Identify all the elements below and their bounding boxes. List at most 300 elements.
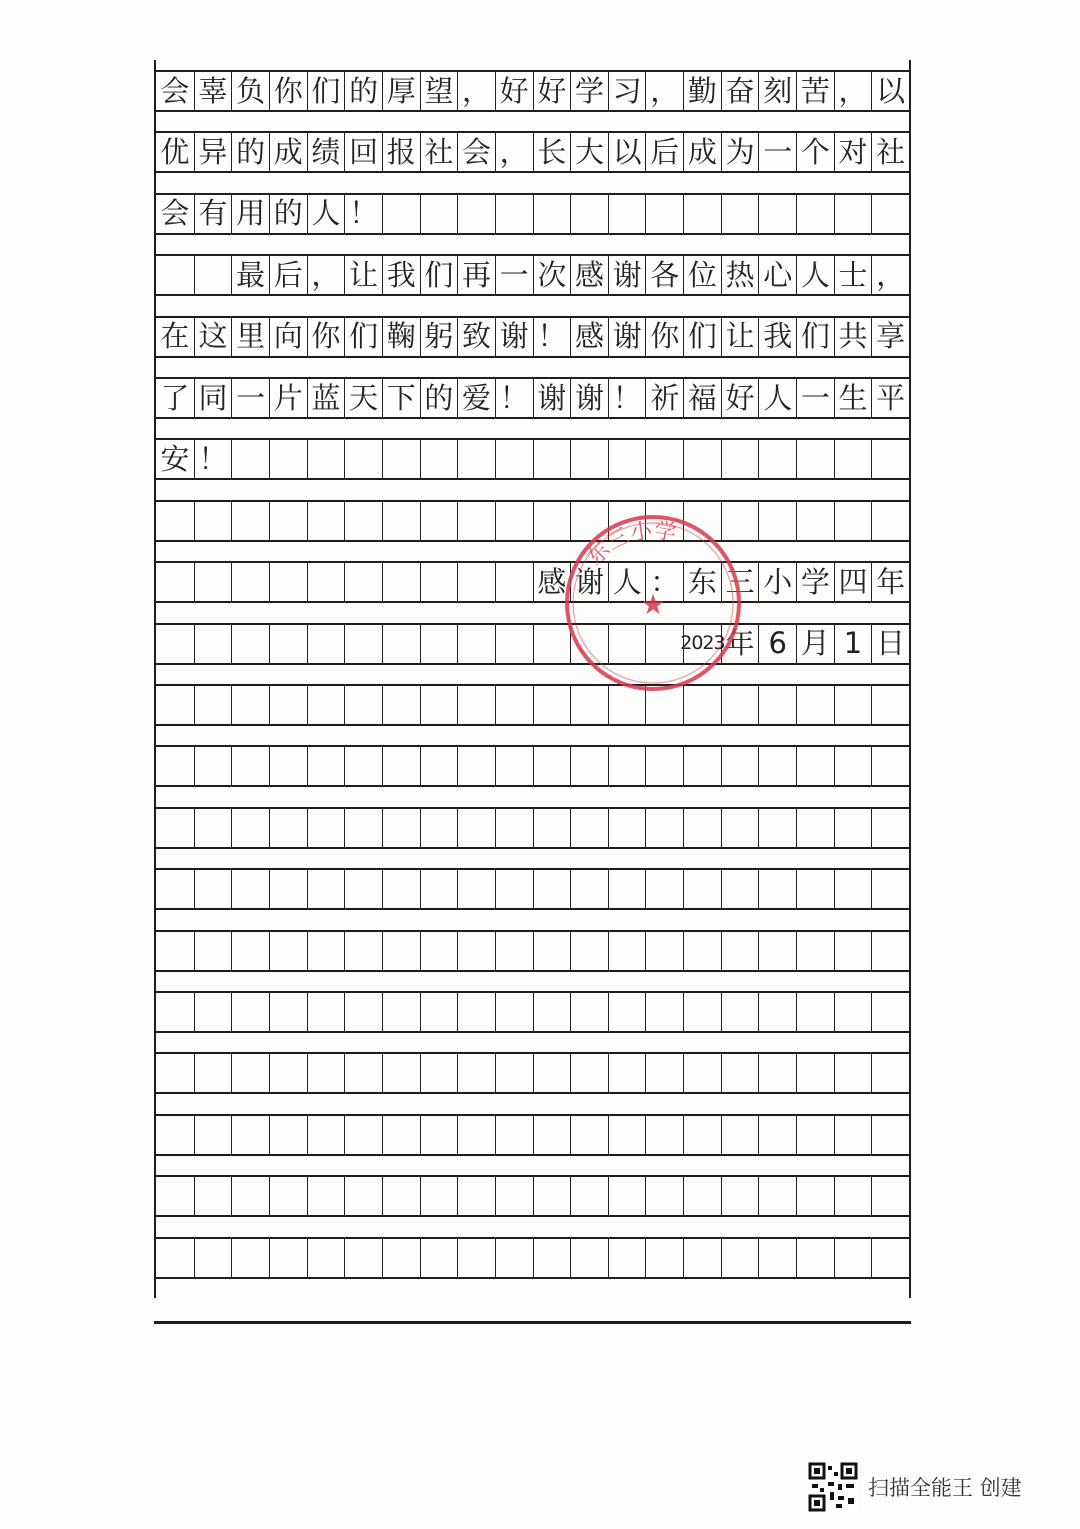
grid-cell: 让 (344, 256, 382, 294)
grid-cell: 的 (420, 379, 458, 417)
grid-cell (382, 440, 420, 478)
grid-cell (382, 625, 420, 663)
grid-cell (645, 993, 683, 1031)
grid-cell (495, 195, 533, 233)
grid-cell (570, 1054, 608, 1092)
grid-cell (457, 993, 495, 1031)
grid-cell: 感 (533, 563, 571, 601)
grid-cell (382, 686, 420, 724)
grid-cell (457, 1116, 495, 1154)
grid-cell (758, 686, 796, 724)
grid-cell (344, 932, 382, 970)
grid-cell (758, 1239, 796, 1277)
grid-cell (871, 747, 909, 785)
grid-cell: 负 (231, 72, 269, 110)
grid-cell (796, 993, 834, 1031)
grid-cell: ， (834, 72, 872, 110)
grid-cell (871, 1239, 909, 1277)
grid-cell: 后 (269, 256, 307, 294)
grid-cell (834, 993, 872, 1031)
grid-cell: ， (645, 72, 683, 110)
grid-cell: 成 (683, 133, 721, 171)
grid-row (156, 193, 909, 235)
grid-cell (457, 1177, 495, 1215)
grid-cell (533, 747, 571, 785)
grid-cell (645, 870, 683, 908)
grid-cell: 小 (758, 563, 796, 601)
grid-cell (683, 1116, 721, 1154)
grid-cell (871, 932, 909, 970)
grid-cell: 谢 (495, 318, 533, 356)
grid-cell: ！ (194, 440, 232, 478)
grid-cell: 向 (269, 318, 307, 356)
svg-text:★: ★ (640, 588, 666, 621)
grid-cell (495, 686, 533, 724)
grid-cell (194, 686, 232, 724)
grid-cell (683, 870, 721, 908)
grid-cell (156, 870, 194, 908)
grid-cell (382, 1177, 420, 1215)
grid-cell: 天 (344, 379, 382, 417)
grid-cell (796, 1177, 834, 1215)
grid-cell (645, 1239, 683, 1277)
grid-cell: 人 (307, 195, 345, 233)
grid-cell: ！ (495, 379, 533, 417)
grid-cell (307, 993, 345, 1031)
grid-cell (645, 195, 683, 233)
grid-cell (683, 993, 721, 1031)
grid-cell (231, 686, 269, 724)
grid-cell: 福 (683, 379, 721, 417)
grid-cell (194, 993, 232, 1031)
grid-cell: 我 (758, 318, 796, 356)
grid-cell: 感 (570, 256, 608, 294)
grid-cell: 平 (871, 379, 909, 417)
grid-cell: 苦 (796, 72, 834, 110)
grid-cell (194, 1239, 232, 1277)
grid-cell: ， (307, 256, 345, 294)
grid-cell: 年 (871, 563, 909, 601)
grid-cell: 们 (344, 318, 382, 356)
grid-cell (420, 1239, 458, 1277)
grid-cell (721, 1239, 759, 1277)
grid-cell (231, 1239, 269, 1277)
grid-cell (194, 1054, 232, 1092)
grid-cell (194, 502, 232, 540)
grid-cell (796, 1116, 834, 1154)
grid-cell: 的 (344, 72, 382, 110)
grid-cell: 了 (160, 380, 190, 415)
grid-cell: 望 (420, 72, 458, 110)
grid-cell (758, 747, 796, 785)
grid-cell: 躬 (420, 318, 458, 356)
grid-cell (269, 1116, 307, 1154)
grid-cell: ， (871, 256, 909, 294)
grid-cell (344, 502, 382, 540)
grid-cell: 三 (721, 563, 759, 601)
grid-cell (834, 195, 872, 233)
grid-cell: 6 (758, 625, 796, 663)
grid-cell (758, 993, 796, 1031)
grid-cell: 谢 (570, 563, 608, 601)
grid-cell (495, 932, 533, 970)
grid-cell (834, 1054, 872, 1092)
grid-cell: 异 (194, 133, 232, 171)
grid-cell (156, 809, 194, 847)
grid-cell (156, 625, 194, 663)
grid-cell (533, 993, 571, 1031)
grid-cell (758, 1054, 796, 1092)
grid-cell (269, 870, 307, 908)
grid-cell (344, 1177, 382, 1215)
grid-cell (420, 502, 458, 540)
grid-cell: 最 (231, 256, 269, 294)
grid-cell (307, 870, 345, 908)
grid-cell: 会 (457, 133, 495, 171)
grid-cell: 片 (269, 379, 307, 417)
grid-cell (645, 1177, 683, 1215)
grid-cell (344, 1116, 382, 1154)
grid-cell: 会 (160, 73, 190, 108)
grid-cell: 热 (721, 256, 759, 294)
grid-cell (721, 993, 759, 1031)
grid-cell (269, 440, 307, 478)
grid-cell (231, 809, 269, 847)
grid-cell: 日 (871, 625, 909, 663)
grid-cell: 这 (194, 318, 232, 356)
grid-cell (645, 440, 683, 478)
grid-cell: 辜 (194, 72, 232, 110)
grid-cell (796, 870, 834, 908)
grid-cell (495, 747, 533, 785)
grid-cell (608, 195, 646, 233)
grid-cell (758, 502, 796, 540)
grid-cell (683, 809, 721, 847)
grid-cell (495, 1054, 533, 1092)
grid-row (156, 991, 909, 1033)
grid-cell (796, 747, 834, 785)
grid-cell (269, 809, 307, 847)
grid-cell: 里 (231, 318, 269, 356)
grid-cell: 长 (533, 133, 571, 171)
grid-cell: 好 (495, 72, 533, 110)
grid-cell (758, 440, 796, 478)
grid-cell (645, 932, 683, 970)
grid-row (156, 1052, 909, 1094)
grid-cell (721, 440, 759, 478)
grid-cell (721, 932, 759, 970)
grid-cell (570, 993, 608, 1031)
grid-cell: 们 (420, 256, 458, 294)
grid-cell (344, 563, 382, 601)
grid-cell (156, 747, 194, 785)
grid-cell: 致 (457, 318, 495, 356)
grid-cell (570, 747, 608, 785)
grid-cell: 让 (721, 318, 759, 356)
grid-cell (871, 1054, 909, 1092)
grid-cell: 四 (834, 563, 872, 601)
grid-row (156, 500, 909, 542)
grid-cell (796, 809, 834, 847)
grid-cell: 年 (721, 625, 759, 663)
grid-cell (871, 809, 909, 847)
grid-cell (758, 870, 796, 908)
grid-row (156, 70, 909, 112)
grid-cell (721, 870, 759, 908)
grid-cell (457, 440, 495, 478)
grid-cell (834, 686, 872, 724)
grid-cell: 们 (796, 318, 834, 356)
grid-cell: 人 (796, 256, 834, 294)
grid-cell: 士 (834, 256, 872, 294)
grid-cell (871, 195, 909, 233)
grid-cell (457, 1054, 495, 1092)
grid-cell: ！ (608, 379, 646, 417)
grid-cell (269, 686, 307, 724)
grid-cell (382, 502, 420, 540)
grid-cell: 鞠 (382, 318, 420, 356)
grid-cell (457, 563, 495, 601)
grid-cell: 为 (721, 133, 759, 171)
grid-cell: 好 (721, 379, 759, 417)
bottom-rule-line (154, 1321, 911, 1324)
grid-cell (758, 809, 796, 847)
grid-cell (608, 1116, 646, 1154)
grid-cell (570, 870, 608, 908)
grid-cell (796, 1239, 834, 1277)
grid-cell (231, 563, 269, 601)
grid-cell: ！ (344, 195, 382, 233)
grid-row (156, 684, 909, 726)
grid-cell (344, 870, 382, 908)
grid-cell (645, 1054, 683, 1092)
grid-cell: 谢 (533, 379, 571, 417)
grid-cell (796, 440, 834, 478)
grid-cell: 下 (382, 379, 420, 417)
grid-cell (420, 932, 458, 970)
grid-cell: 我 (382, 256, 420, 294)
grid-cell (344, 440, 382, 478)
grid-cell (457, 625, 495, 663)
grid-cell (382, 563, 420, 601)
grid-cell (307, 1116, 345, 1154)
grid-cell (608, 809, 646, 847)
grid-cell (721, 195, 759, 233)
grid-cell: 会 (160, 196, 190, 231)
grid-cell (608, 993, 646, 1031)
grid-cell: ： (645, 563, 683, 601)
grid-cell (269, 502, 307, 540)
grid-cell (645, 1116, 683, 1154)
grid-cell (834, 870, 872, 908)
grid-cell (834, 1116, 872, 1154)
grid-cell: 们 (307, 72, 345, 110)
grid-cell: ， (457, 72, 495, 110)
grid-cell: 一 (796, 379, 834, 417)
grid-cell (570, 809, 608, 847)
grid-cell (382, 195, 420, 233)
grid-row (156, 561, 909, 603)
grid-cell (570, 1239, 608, 1277)
grid-cell (758, 932, 796, 970)
school-seal-stamp (553, 508, 753, 698)
grid-cell (231, 625, 269, 663)
grid-cell (382, 870, 420, 908)
grid-cell: 报 (382, 133, 420, 171)
grid-cell (269, 932, 307, 970)
grid-cell (570, 1116, 608, 1154)
grid-cell (307, 747, 345, 785)
grid-cell (495, 870, 533, 908)
grid-cell: 勤 (683, 72, 721, 110)
grid-row (156, 1175, 909, 1217)
grid-cell (683, 1177, 721, 1215)
grid-row (156, 868, 909, 910)
grid-cell: 好 (533, 72, 571, 110)
grid-cell: 绩 (307, 133, 345, 171)
grid-cell (457, 1239, 495, 1277)
grid-cell (307, 625, 345, 663)
grid-cell (231, 1054, 269, 1092)
grid-cell: 月 (796, 625, 834, 663)
grid-cell (307, 502, 345, 540)
grid-cell (194, 809, 232, 847)
grid-cell (156, 1116, 194, 1154)
grid-cell: 回 (344, 133, 382, 171)
grid-cell (683, 1054, 721, 1092)
grid-cell (533, 1177, 571, 1215)
grid-cell (344, 993, 382, 1031)
grid-cell (269, 993, 307, 1031)
grid-cell (495, 440, 533, 478)
grid-cell: 社 (420, 133, 458, 171)
grid-cell (608, 1054, 646, 1092)
grid-cell (645, 747, 683, 785)
grid-cell (269, 747, 307, 785)
grid-row (156, 1237, 909, 1279)
grid-row (156, 807, 909, 849)
grid-cell (382, 809, 420, 847)
qr-code-icon (808, 1462, 858, 1512)
grid-cell (231, 747, 269, 785)
grid-cell: 感 (570, 318, 608, 356)
svg-text:东三小学 (582, 518, 678, 570)
grid-cell (457, 870, 495, 908)
grid-cell (194, 625, 232, 663)
grid-cell (871, 440, 909, 478)
grid-cell: 学 (570, 72, 608, 110)
grid-row (156, 254, 909, 296)
grid-cell (382, 747, 420, 785)
grid-cell: 享 (871, 318, 909, 356)
grid-cell: 厚 (382, 72, 420, 110)
grid-row (156, 745, 909, 787)
grid-cell: 各 (645, 256, 683, 294)
grid-cell: ， (495, 133, 533, 171)
grid-cell (533, 1239, 571, 1277)
grid-cell (194, 747, 232, 785)
grid-cell: 的 (269, 195, 307, 233)
grid-cell (194, 870, 232, 908)
grid-cell (533, 809, 571, 847)
grid-cell (871, 686, 909, 724)
grid-cell (269, 563, 307, 601)
grid-cell (457, 502, 495, 540)
grid-cell (495, 502, 533, 540)
grid-cell (721, 809, 759, 847)
grid-cell: 你 (269, 72, 307, 110)
grid-cell (307, 1054, 345, 1092)
grid-cell (721, 1177, 759, 1215)
grid-cell (796, 502, 834, 540)
grid-cell (533, 1054, 571, 1092)
grid-row (156, 623, 909, 665)
grid-cell: 社 (871, 133, 909, 171)
grid-cell (156, 932, 194, 970)
grid-cell (231, 932, 269, 970)
grid-cell (570, 932, 608, 970)
grid-cell (721, 1116, 759, 1154)
grid-cell (834, 1177, 872, 1215)
grid-cell (382, 1054, 420, 1092)
scanner-watermark (808, 1462, 1022, 1512)
grid-cell (683, 195, 721, 233)
grid-cell (420, 1054, 458, 1092)
grid-row (156, 316, 909, 358)
grid-row (156, 131, 909, 173)
grid-cell (834, 502, 872, 540)
grid-cell (156, 1239, 194, 1277)
grid-cell: 祈 (645, 379, 683, 417)
grid-cell (156, 563, 194, 601)
grid-cell (269, 1054, 307, 1092)
grid-cell (570, 440, 608, 478)
grid-cell (457, 932, 495, 970)
grid-cell (420, 1116, 458, 1154)
grid-cell (231, 502, 269, 540)
grid-cell (382, 1239, 420, 1277)
grid-cell (608, 747, 646, 785)
grid-cell (495, 993, 533, 1031)
grid-cell: 次 (533, 256, 571, 294)
grid-cell (457, 809, 495, 847)
grid-cell: 一 (758, 133, 796, 171)
grid-cell: 共 (834, 318, 872, 356)
grid-cell (420, 1177, 458, 1215)
grid-cell (457, 195, 495, 233)
grid-cell (495, 625, 533, 663)
grid-cell (344, 1239, 382, 1277)
grid-cell (834, 1239, 872, 1277)
grid-cell: 有 (194, 195, 232, 233)
grid-cell (495, 1177, 533, 1215)
grid-cell (758, 1177, 796, 1215)
grid-cell (156, 1054, 194, 1092)
grid-cell (344, 1054, 382, 1092)
grid-cell (495, 563, 533, 601)
grid-cell (683, 440, 721, 478)
grid-cell (156, 502, 194, 540)
grid-cell (834, 809, 872, 847)
grid-cell (533, 195, 571, 233)
grid-cell (533, 440, 571, 478)
grid-cell: 们 (683, 318, 721, 356)
grid-cell: 一 (231, 379, 269, 417)
grid-cell: 同 (194, 379, 232, 417)
grid-cell (796, 932, 834, 970)
grid-cell (156, 993, 194, 1031)
grid-cell (495, 809, 533, 847)
